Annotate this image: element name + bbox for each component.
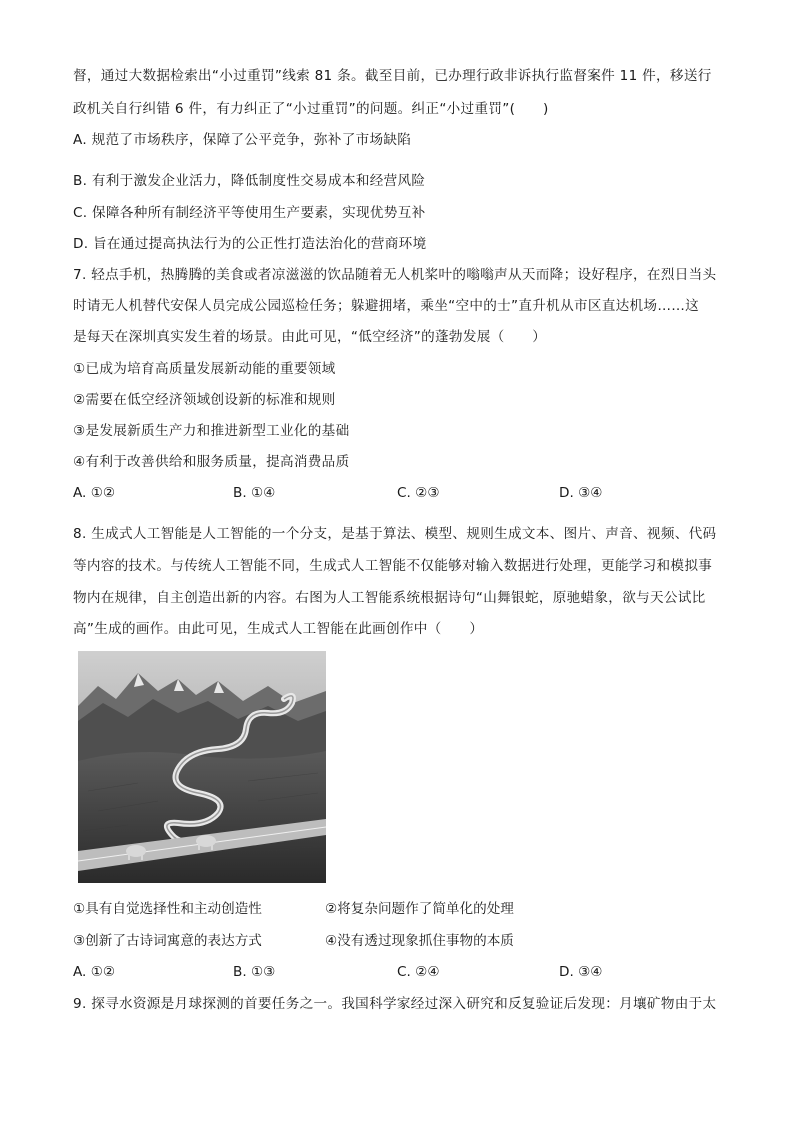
q7-statement-4: ④有利于改善供给和服务质量，提高消费品质: [73, 454, 350, 470]
q8-choice-b: B. ①③: [233, 964, 276, 980]
q8-statement-4: ④没有透过现象抓住事物的本质: [325, 933, 514, 949]
q8-stem-line-4: 高”生成的画作。由此可见，生成式人工智能在此画创作中（ ）: [73, 621, 484, 637]
q6-option-c: C. 保障各种所有制经济平等使用生产要素，实现优势互补: [73, 205, 426, 221]
q7-choice-a: A. ①②: [73, 485, 116, 501]
q7-choice-d: D. ③④: [559, 485, 603, 501]
ai-painting-figure: [78, 651, 326, 883]
q6-option-d: D. 旨在通过提高执法行为的公正性打造法治化的营商环境: [73, 236, 427, 252]
q8-choice-a: A. ①②: [73, 964, 116, 980]
q7-statement-1: ①已成为培育高质量发展新动能的重要领域: [73, 361, 336, 377]
q7-statement-3: ③是发展新质生产力和推进新型工业化的基础: [73, 423, 350, 439]
q8-stem-line-2: 等内容的技术。与传统人工智能不同，生成式人工智能不仅能够对输入数据进行处理，更能学习和模拟事: [73, 558, 713, 574]
q9-stem-line-1: 9. 探寻水资源是月球探测的首要任务之一。我国科学家经过深入研究和反复验证后发现：月壤矿物由于太: [73, 996, 717, 1012]
q8-statement-3: ③创新了古诗词寓意的表达方式: [73, 933, 262, 949]
q8-statement-2: ②将复杂问题作了简单化的处理: [325, 901, 514, 917]
q8-stem-line-1: 8. 生成式人工智能是人工智能的一个分支，是基于算法、模型、规则生成文本、图片、声音、视频、代码: [73, 526, 717, 542]
q7-stem-line-1: 7. 轻点手机，热腾腾的美食或者凉滋滋的饮品随着无人机桨叶的嗡嗡声从天而降；设好程序，在烈日当头: [73, 267, 717, 283]
q8-statement-1: ①具有自觉选择性和主动创造性: [73, 901, 262, 917]
q8-stem-line-3: 物内在规律，自主创造出新的内容。右图为人工智能系统根据诗句“山舞银蛇，原驰蜡象，欲与天公试比: [73, 590, 706, 606]
q6-option-b: B. 有利于激发企业活力，降低制度性交易成本和经营风险: [73, 173, 426, 189]
q7-statement-2: ②需要在低空经济领域创设新的标准和规则: [73, 392, 336, 408]
q6-option-a: A. 规范了市场秩序，保障了公平竞争，弥补了市场缺陷: [73, 132, 412, 148]
q6-stem-line-1: 督，通过大数据检索出“小过重罚”线索 81 条。截至目前，已办理行政非诉执行监督案件 11 件，移送行: [73, 68, 712, 84]
q8-choice-d: D. ③④: [559, 964, 603, 980]
q7-choice-b: B. ①④: [233, 485, 276, 501]
q7-choice-c: C. ②③: [397, 485, 440, 501]
q7-stem-line-2: 时请无人机替代安保人员完成公园巡检任务；躲避拥堵，乘坐“空中的士”直升机从市区直达机场……这: [73, 298, 700, 314]
q8-choice-c: C. ②④: [397, 964, 440, 980]
q7-stem-line-3: 是每天在深圳真实发生着的场景。由此可见，“低空经济”的蓬勃发展（ ）: [73, 329, 547, 345]
q6-stem-line-2: 政机关自行纠错 6 件，有力纠正了“小过重罚”的问题。纠正“小过重罚”( ): [73, 101, 549, 117]
